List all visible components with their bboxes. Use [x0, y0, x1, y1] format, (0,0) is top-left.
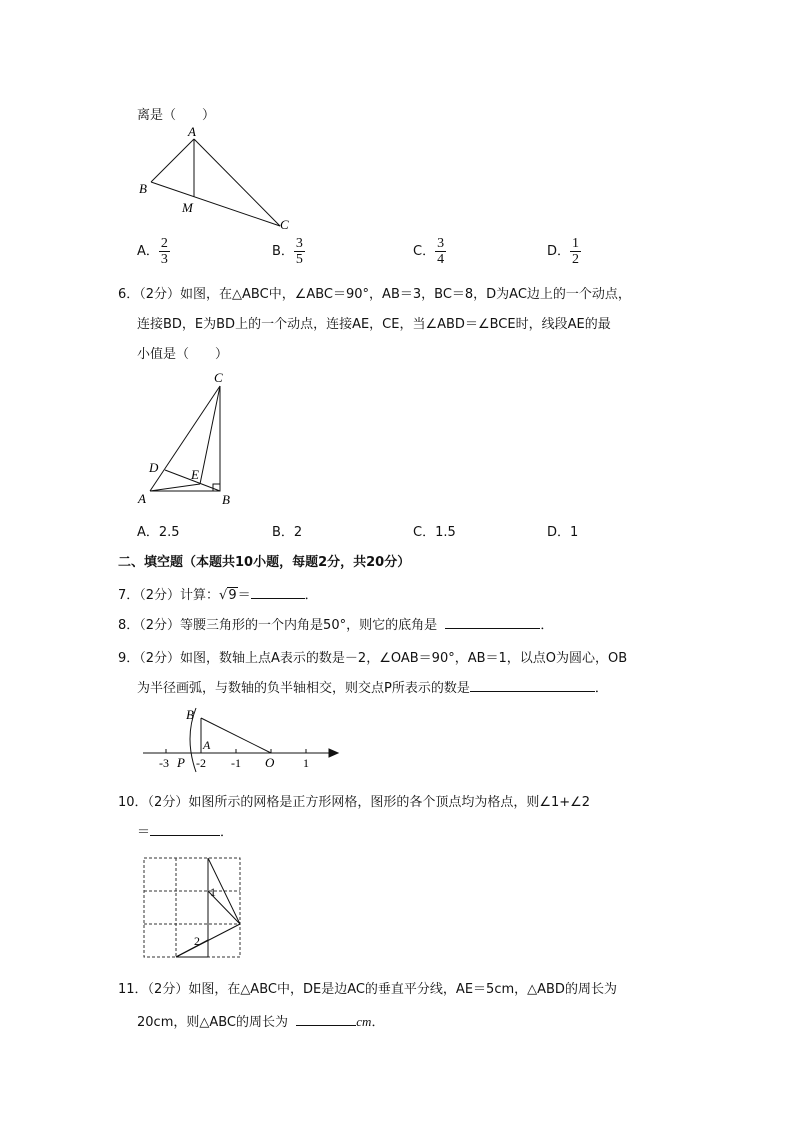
q6-line1: 6．（2分）如图，在△ABC中，∠ABC＝90°，AB＝3，BC＝8，D为AC边上的一个动点， — [118, 287, 631, 302]
q6-option-a[interactable]: A．2.5 — [137, 525, 180, 540]
q6-label-d: D — [149, 460, 159, 475]
q5-option-a[interactable]: A． $\frac{2}{3}$ — [137, 236, 168, 267]
q9-line2: 为半径画弧，与数轴的负半轴相交，则交点P所表示的数是 ． — [137, 681, 608, 696]
q5-option-c[interactable]: C． $\frac{3}{4}$ — [413, 236, 445, 267]
q5-bc — [151, 182, 280, 226]
shape-inner-2 — [176, 940, 208, 957]
q6-figure — [130, 366, 250, 511]
q5-label-b: B — [139, 181, 147, 196]
q5-option-b[interactable]: B． $\frac{3}{5}$ — [272, 236, 303, 267]
q6-option-d[interactable]: D．1 — [547, 525, 579, 540]
axis-arrow — [329, 749, 338, 757]
q6-line3: 小值是（ ） — [137, 347, 229, 362]
q11-answer-blank[interactable] — [296, 1013, 356, 1026]
q9-tick-label-1: 1 — [303, 756, 309, 770]
q6-label-a: A — [138, 491, 146, 506]
q5-label-c: C — [280, 217, 289, 232]
q10-line2: ＝ ． — [137, 825, 234, 840]
q10-angle-2: 2 — [194, 934, 200, 948]
q10-answer-blank[interactable] — [150, 823, 220, 836]
grid-border — [144, 858, 240, 957]
q5-ac — [194, 139, 280, 226]
q7: 7．（2分）计算：√9＝ ． — [118, 588, 318, 603]
q9-tick-label-m1: -1 — [231, 756, 241, 770]
q6-label-e: E — [191, 467, 199, 482]
q5-figure — [130, 122, 300, 237]
q8: 8．（2分）等腰三角形的一个内角是50°，则它的底角是 ． — [118, 618, 554, 633]
segment-bo — [201, 718, 271, 753]
sqrt-sign: √ — [219, 588, 228, 603]
q9-number-line-figure — [138, 700, 343, 775]
q9-label-b: B — [186, 707, 194, 722]
q5-option-d[interactable]: D． $\frac{1}{2}$ — [547, 236, 580, 267]
q9-label-p: P — [177, 755, 185, 770]
q6-ae — [150, 484, 200, 491]
q7-answer-blank[interactable] — [251, 586, 305, 599]
q10-line1: 10．（2分）如图所示的网格是正方形网格，图形的各个顶点均为格点，则∠1+∠2 — [118, 795, 591, 810]
q9-answer-blank[interactable] — [470, 679, 595, 692]
q5-label-a: A — [188, 124, 196, 139]
q10-grid-figure — [140, 854, 245, 964]
section-heading: 二、填空题（本题共10小题，每题2分，共20分） — [118, 555, 411, 570]
q9-label-a: A — [203, 738, 211, 752]
q6-option-b[interactable]: B．2 — [272, 525, 303, 540]
q9-tick-label-m3: -3 — [159, 756, 169, 770]
q11-line1: 11．（2分）如图，在△ABC中，DE是边AC的垂直平分线，AE＝5cm，△ABD的周长为 — [118, 982, 617, 997]
q8-answer-blank[interactable] — [445, 616, 540, 629]
q5-ab — [151, 139, 194, 182]
q6-line2: 连接BD，E为BD上的一个动点，连接AE，CE，当∠ABD＝∠BCE时，线段AE的最 — [137, 317, 611, 332]
q9-tick-label-m2: -2 — [196, 756, 206, 770]
q11-line2: 20cm，则△ABC的周长为 cm． — [137, 1014, 385, 1030]
q9-line1: 9．（2分）如图，数轴上点A表示的数是－2，∠OAB＝90°，AB＝1，以点O为圆心，OB — [118, 651, 628, 666]
q6-label-c: C — [214, 370, 223, 385]
q5-tail: 离是（ ） — [137, 108, 216, 123]
q5-label-m: M — [182, 200, 193, 215]
q9-label-o: O — [265, 755, 275, 770]
q6-label-b: B — [222, 492, 230, 507]
q6-option-c[interactable]: C．1.5 — [413, 525, 456, 540]
q10-angle-1: 1 — [210, 885, 216, 899]
